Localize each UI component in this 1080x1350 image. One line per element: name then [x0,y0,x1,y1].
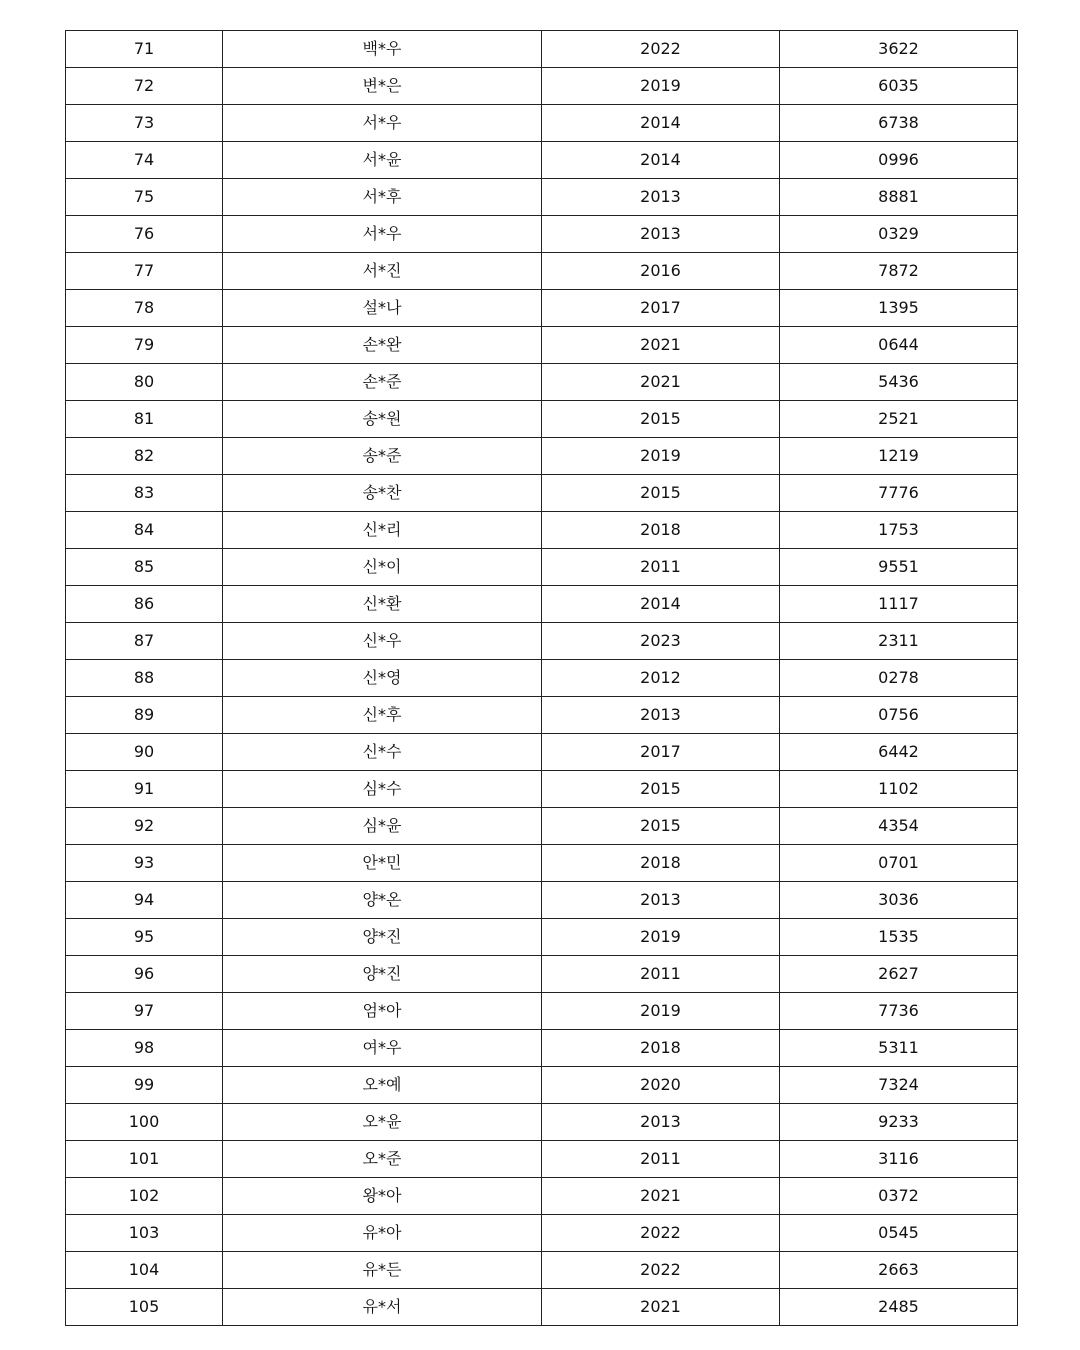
year-cell: 2013 [542,882,780,919]
name-cell: 신*환 [223,586,542,623]
table-row [66,142,1018,179]
name-cell: 신*영 [223,660,542,697]
year-cell: 2019 [542,438,780,475]
row-number-cell: 90 [66,734,223,771]
code-cell: 9551 [780,549,1018,586]
row-number-cell: 80 [66,364,223,401]
row-number-cell: 75 [66,179,223,216]
row-number-cell: 73 [66,105,223,142]
year-cell: 2019 [542,993,780,1030]
row-number-cell: 92 [66,808,223,845]
name-cell: 오*예 [223,1067,542,1104]
row-number-cell: 85 [66,549,223,586]
code-cell: 7324 [780,1067,1018,1104]
row-number-cell: 98 [66,1030,223,1067]
code-cell: 7872 [780,253,1018,290]
table-row [66,1178,1018,1215]
name-cell: 손*완 [223,327,542,364]
year-cell: 2022 [542,1252,780,1289]
row-number-cell: 74 [66,142,223,179]
year-cell: 2015 [542,808,780,845]
row-number-cell: 95 [66,919,223,956]
code-cell: 2485 [780,1289,1018,1326]
code-cell: 2663 [780,1252,1018,1289]
year-cell: 2020 [542,1067,780,1104]
code-cell: 1117 [780,586,1018,623]
row-number-cell: 82 [66,438,223,475]
table-row [66,808,1018,845]
roster-table-body [66,31,1018,1326]
year-cell: 2022 [542,1215,780,1252]
name-cell: 심*수 [223,771,542,808]
code-cell: 1102 [780,771,1018,808]
row-number-cell: 71 [66,31,223,68]
year-cell: 2013 [542,179,780,216]
code-cell: 6442 [780,734,1018,771]
year-cell: 2021 [542,1178,780,1215]
year-cell: 2023 [542,623,780,660]
year-cell: 2021 [542,327,780,364]
table-row [66,179,1018,216]
table-row [66,401,1018,438]
row-number-cell: 96 [66,956,223,993]
table-row [66,919,1018,956]
code-cell: 2627 [780,956,1018,993]
year-cell: 2013 [542,216,780,253]
year-cell: 2018 [542,1030,780,1067]
name-cell: 양*진 [223,919,542,956]
name-cell: 서*우 [223,105,542,142]
year-cell: 2014 [542,105,780,142]
name-cell: 신*리 [223,512,542,549]
row-number-cell: 99 [66,1067,223,1104]
row-number-cell: 88 [66,660,223,697]
row-number-cell: 81 [66,401,223,438]
table-row [66,216,1018,253]
code-cell: 0756 [780,697,1018,734]
name-cell: 서*윤 [223,142,542,179]
name-cell: 유*아 [223,1215,542,1252]
name-cell: 서*진 [223,253,542,290]
name-cell: 서*우 [223,216,542,253]
row-number-cell: 79 [66,327,223,364]
table-row [66,475,1018,512]
table-row [66,734,1018,771]
name-cell: 변*은 [223,68,542,105]
year-cell: 2015 [542,401,780,438]
name-cell: 설*나 [223,290,542,327]
name-cell: 손*준 [223,364,542,401]
code-cell: 6738 [780,105,1018,142]
table-row [66,845,1018,882]
year-cell: 2019 [542,68,780,105]
row-number-cell: 89 [66,697,223,734]
code-cell: 2311 [780,623,1018,660]
name-cell: 백*우 [223,31,542,68]
year-cell: 2021 [542,1289,780,1326]
year-cell: 2016 [542,253,780,290]
code-cell: 0545 [780,1215,1018,1252]
year-cell: 2022 [542,31,780,68]
year-cell: 2018 [542,512,780,549]
name-cell: 양*온 [223,882,542,919]
row-number-cell: 102 [66,1178,223,1215]
name-cell: 안*민 [223,845,542,882]
name-cell: 유*든 [223,1252,542,1289]
table-row [66,1215,1018,1252]
name-cell: 송*찬 [223,475,542,512]
year-cell: 2013 [542,697,780,734]
code-cell: 0278 [780,660,1018,697]
table-row [66,1252,1018,1289]
year-cell: 2014 [542,586,780,623]
name-cell: 양*진 [223,956,542,993]
code-cell: 3036 [780,882,1018,919]
code-cell: 0996 [780,142,1018,179]
name-cell: 신*수 [223,734,542,771]
row-number-cell: 100 [66,1104,223,1141]
table-row [66,364,1018,401]
row-number-cell: 91 [66,771,223,808]
name-cell: 유*서 [223,1289,542,1326]
row-number-cell: 72 [66,68,223,105]
code-cell: 0372 [780,1178,1018,1215]
code-cell: 0644 [780,327,1018,364]
table-row [66,68,1018,105]
table-row [66,512,1018,549]
name-cell: 신*후 [223,697,542,734]
year-cell: 2011 [542,956,780,993]
name-cell: 여*우 [223,1030,542,1067]
table-row [66,1030,1018,1067]
table-row [66,882,1018,919]
code-cell: 7776 [780,475,1018,512]
year-cell: 2011 [542,549,780,586]
table-row [66,438,1018,475]
code-cell: 9233 [780,1104,1018,1141]
table-row [66,993,1018,1030]
row-number-cell: 78 [66,290,223,327]
row-number-cell: 93 [66,845,223,882]
table-row [66,623,1018,660]
table-row [66,697,1018,734]
code-cell: 1753 [780,512,1018,549]
name-cell: 심*윤 [223,808,542,845]
table-row [66,1141,1018,1178]
table-row [66,586,1018,623]
table-row [66,660,1018,697]
name-cell: 서*후 [223,179,542,216]
table-row [66,1104,1018,1141]
row-number-cell: 83 [66,475,223,512]
code-cell: 4354 [780,808,1018,845]
code-cell: 8881 [780,179,1018,216]
row-number-cell: 104 [66,1252,223,1289]
year-cell: 2012 [542,660,780,697]
name-cell: 오*윤 [223,1104,542,1141]
code-cell: 0701 [780,845,1018,882]
table-row [66,253,1018,290]
row-number-cell: 76 [66,216,223,253]
code-cell: 3116 [780,1141,1018,1178]
year-cell: 2019 [542,919,780,956]
table-row [66,290,1018,327]
name-cell: 송*준 [223,438,542,475]
name-cell: 신*이 [223,549,542,586]
code-cell: 1219 [780,438,1018,475]
name-cell: 엄*아 [223,993,542,1030]
table-row [66,549,1018,586]
roster-table [65,30,1018,1326]
table-row [66,1289,1018,1326]
row-number-cell: 101 [66,1141,223,1178]
year-cell: 2018 [542,845,780,882]
row-number-cell: 77 [66,253,223,290]
name-cell: 오*준 [223,1141,542,1178]
row-number-cell: 84 [66,512,223,549]
year-cell: 2017 [542,734,780,771]
table-row [66,327,1018,364]
code-cell: 6035 [780,68,1018,105]
name-cell: 왕*아 [223,1178,542,1215]
table-row [66,956,1018,993]
table-row [66,771,1018,808]
code-cell: 2521 [780,401,1018,438]
year-cell: 2013 [542,1104,780,1141]
table-row [66,105,1018,142]
row-number-cell: 86 [66,586,223,623]
row-number-cell: 97 [66,993,223,1030]
year-cell: 2015 [542,771,780,808]
code-cell: 7736 [780,993,1018,1030]
year-cell: 2011 [542,1141,780,1178]
row-number-cell: 105 [66,1289,223,1326]
name-cell: 신*우 [223,623,542,660]
year-cell: 2017 [542,290,780,327]
code-cell: 1395 [780,290,1018,327]
table-row [66,1067,1018,1104]
name-cell: 송*원 [223,401,542,438]
row-number-cell: 94 [66,882,223,919]
code-cell: 3622 [780,31,1018,68]
year-cell: 2015 [542,475,780,512]
row-number-cell: 87 [66,623,223,660]
code-cell: 0329 [780,216,1018,253]
table-row [66,31,1018,68]
code-cell: 1535 [780,919,1018,956]
row-number-cell: 103 [66,1215,223,1252]
code-cell: 5311 [780,1030,1018,1067]
year-cell: 2014 [542,142,780,179]
year-cell: 2021 [542,364,780,401]
code-cell: 5436 [780,364,1018,401]
